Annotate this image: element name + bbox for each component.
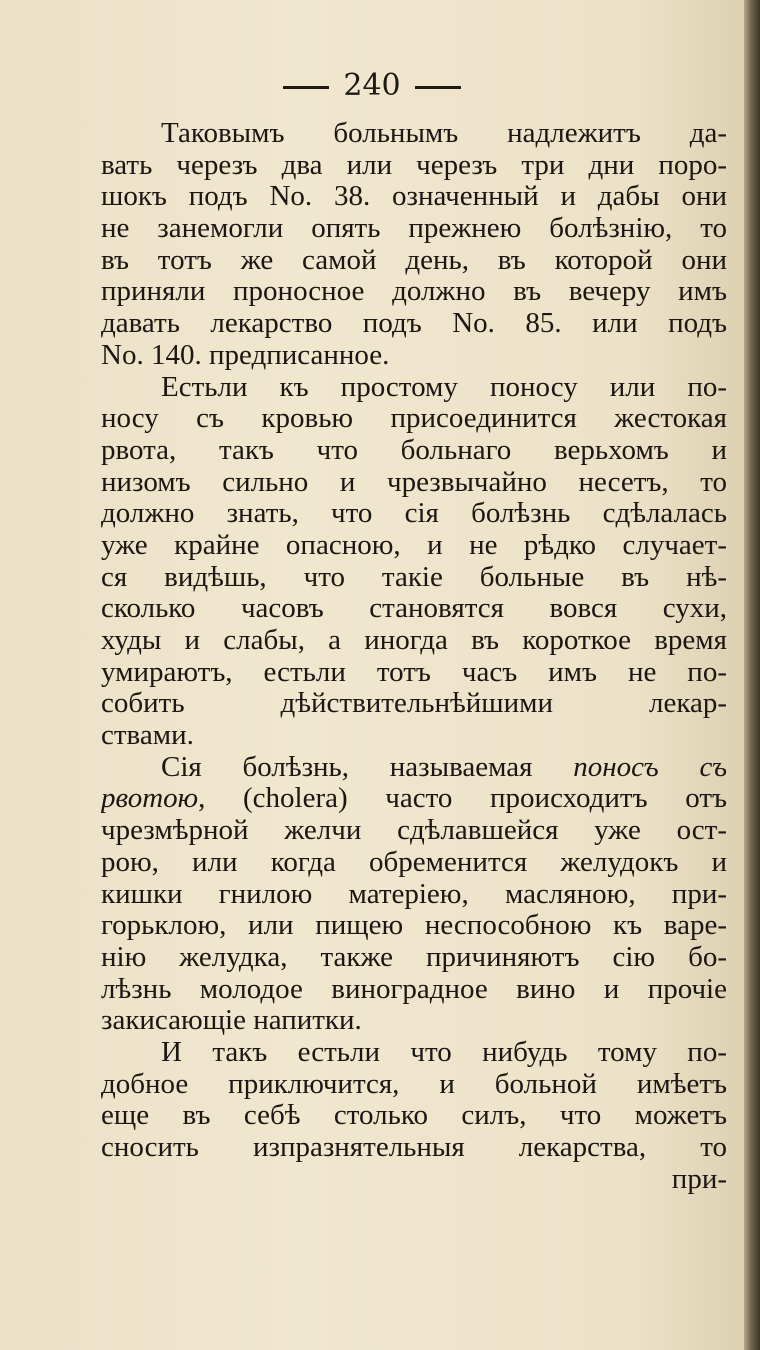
text-line: уже крайне опасною, и не рѣдко случает- xyxy=(101,529,727,561)
page-edge xyxy=(744,0,760,1350)
italic-term: рвотою xyxy=(101,783,199,815)
text-line: чрезмѣрной желчи сдѣлавшейся уже ост- xyxy=(101,815,727,847)
text-line: горьклою, или пищею неспособною къ варе- xyxy=(101,910,727,942)
italic-term: поносъ съ xyxy=(573,751,727,783)
text-line: ствами. xyxy=(101,720,194,752)
text-line: ся видѣшь, что такіе больные въ нѣ- xyxy=(101,561,727,593)
text-fragment: Сія болѣзнь, называемая xyxy=(161,751,574,783)
text-line: лѣзнь молодое виноградное вино и прочіе xyxy=(101,973,727,1005)
text-line: приняли проносное должно въ вечеру имъ xyxy=(101,276,727,308)
header-dash-left xyxy=(283,86,329,89)
text-line: не занемогли опять прежнею болѣзнію, то xyxy=(101,213,727,245)
text-line: вать черезъ два или черезъ три дни поро- xyxy=(101,149,727,181)
page-header xyxy=(0,66,744,106)
catchword: при- xyxy=(671,1163,727,1195)
text-line: Таковымъ больнымъ надлежитъ да- xyxy=(161,118,727,149)
page-number: 240 xyxy=(343,68,401,103)
text-line: сколько часовъ становятся вовся сухи, xyxy=(101,593,727,625)
text-line: давать лекарство подъ No. 85. или подъ xyxy=(101,308,727,340)
text-line: должно знать, что сія болѣзнь сдѣлалась xyxy=(101,498,727,530)
text-line: добное приключится, и больной имѣетъ xyxy=(101,1068,727,1100)
text-line: еще въ себѣ столько силъ, что можетъ xyxy=(101,1100,727,1132)
text-line: рвота, такъ что больнаго верьхомъ и xyxy=(101,434,727,466)
text-line: И такъ естьли что нибудь тому по- xyxy=(161,1036,727,1068)
text-line: рою, или когда обременится желудокъ и xyxy=(101,846,727,878)
text-line: носу съ кровью присоединится жестокая xyxy=(101,403,727,435)
text-line: кишки гнилою матеріею, масляною, при- xyxy=(101,878,727,910)
text-line: нію желудка, также причиняютъ сію бо- xyxy=(101,941,727,973)
text-fragment: , (cholera) часто происходитъ отъ xyxy=(198,783,727,815)
text-line xyxy=(101,783,727,815)
text-line: сносить изпразнятельныя лекарства, то xyxy=(101,1132,727,1163)
text-line: умираютъ, естьли тотъ часъ имъ не по- xyxy=(101,656,727,688)
text-line xyxy=(101,752,727,784)
text-line: закисающіе напитки. xyxy=(101,1005,362,1037)
text-line: въ тотъ же самой день, въ которой они xyxy=(101,244,727,276)
header-dash-right xyxy=(415,86,461,89)
text-line: низомъ сильно и чрезвычайно несетъ, то xyxy=(101,466,727,498)
body-text xyxy=(101,118,727,1195)
text-line: собить дѣйствительнѣйшими лекар- xyxy=(101,688,727,720)
text-line: Естьли къ простому поносу или по- xyxy=(161,371,727,403)
text-line: No. 140. предписанное. xyxy=(101,339,390,371)
text-line: худы и слабы, а иногда въ короткое время xyxy=(101,625,727,656)
text-line: шокъ подъ No. 38. означенный и дабы они xyxy=(101,181,727,213)
